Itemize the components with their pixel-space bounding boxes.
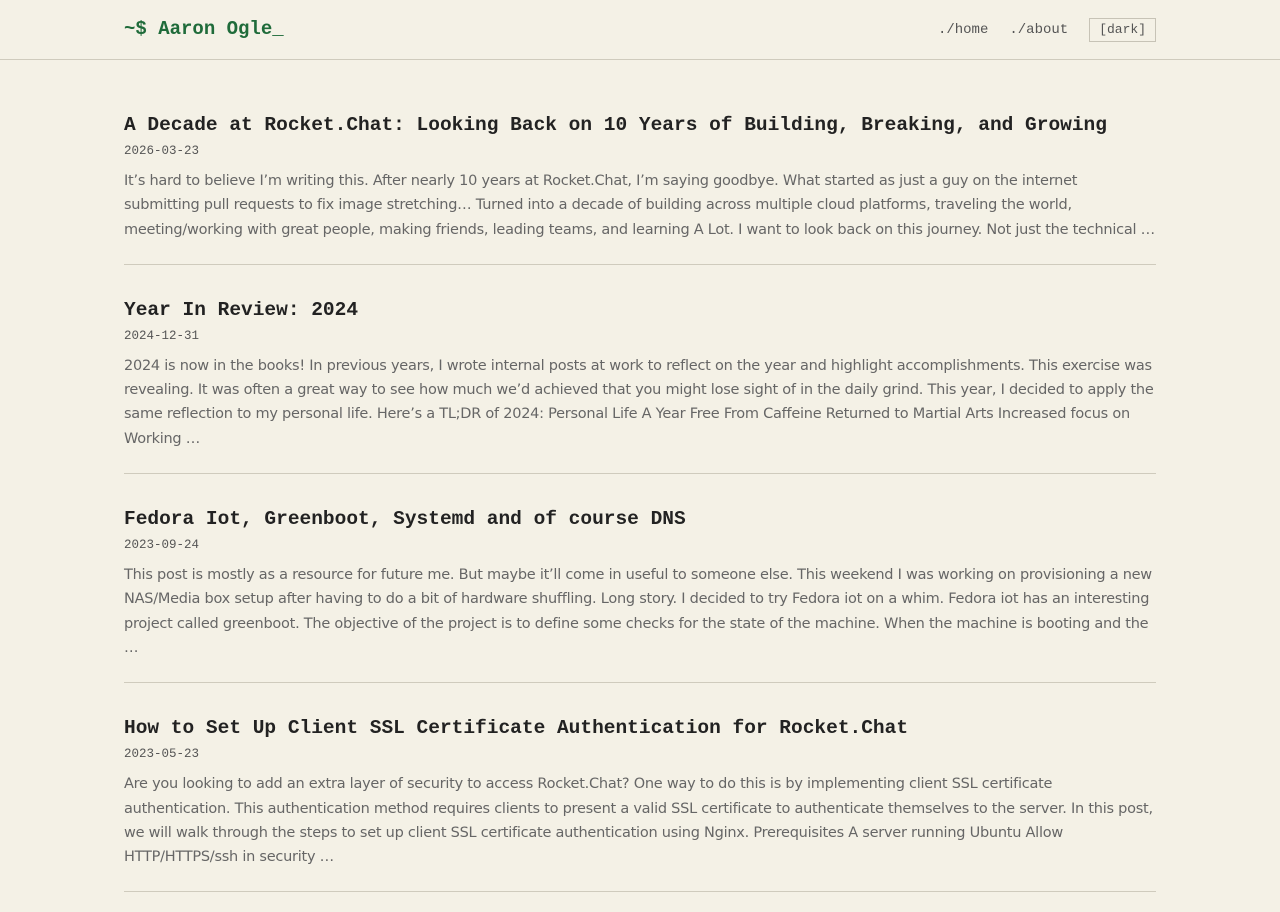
post-item: [124, 494, 1156, 683]
post-title-link[interactable]: Fedora Iot, Greenboot, Systemd and of course DNS: [124, 508, 686, 531]
post-title-link[interactable]: Year In Review: 2024: [124, 298, 359, 321]
site-header: [0, 0, 1280, 60]
post-date: 2024-12-31: [124, 328, 200, 343]
post-excerpt: It’s hard to believe I’m writing this. After nearly 10 years at Rocket.Chat, I’m saying goodbye. What started as just a guy on the internet submitting pull requests to fix image stretching… Turned into a decade of building across multiple cloud platforms, traveling the world, meeting/working with great people, making friends, leading teams, and learning A Lot. I want to look back on this journey. Not just the technical …: [124, 173, 1155, 238]
post-item: [124, 703, 1156, 892]
post-excerpt: Are you looking to add an extra layer of security to access Rocket.Chat? One way to do this is by implementing client SSL certificate authentication. This authentication method requires clients to present a valid SSL certificate to authenticate themselves to the server. In this post, we will walk through the steps to set up client SSL certificate authentication using Nginx. Prerequisites A server running Ubuntu Allow HTTP/HTTPS/ssh in security …: [124, 776, 1153, 866]
post-item: [124, 100, 1156, 265]
post-excerpt: 2024 is now in the books! In previous years, I wrote internal posts at work to reflect on the year and highlight accomplishments. This exercise was revealing. It was often a great way to see how much we’d achieved that you might lose sight of in the daily grind. This year, I decided to apply the same reflection to my personal life. Here’s a TL;DR of 2024: Personal Life A Year Free From Caffeine Returned to Martial Arts Increased focus on Working …: [124, 357, 1154, 447]
post-date: 2026-03-23: [124, 144, 200, 158]
nav-link-home[interactable]: ./home: [937, 22, 989, 38]
post-excerpt: This post is mostly as a resource for future me. But maybe it’ll come in useful to someone else. This weekend I was working on provisioning a new NAS/Media box setup after having to do a bit of hardware shuffling. Long story. I decided to try Fedora iot on a whim. Fedora iot has an interesting project called greenboot. The objective of the project is to define some checks for the state of the machine. When the machine is booting and the …: [124, 567, 1152, 656]
site-logo[interactable]: ~$ Aaron Ogle_: [124, 18, 284, 40]
theme-toggle-button[interactable]: [dark]: [1089, 18, 1156, 42]
site-nav: [938, 18, 1156, 42]
post-item: [124, 285, 1156, 474]
post-title-link[interactable]: A Decade at Rocket.Chat: Looking Back on 10 Years of Building, Breaking, and Growing: [124, 114, 1107, 136]
post-title-link[interactable]: How to Set Up Client SSL Certificate Authentication for Rocket.Chat: [124, 717, 909, 740]
post-date: 2023-09-24: [124, 538, 200, 553]
post-date: 2023-05-23: [124, 747, 200, 762]
post-list: [124, 100, 1156, 912]
nav-link-about[interactable]: ./about: [1009, 22, 1069, 38]
